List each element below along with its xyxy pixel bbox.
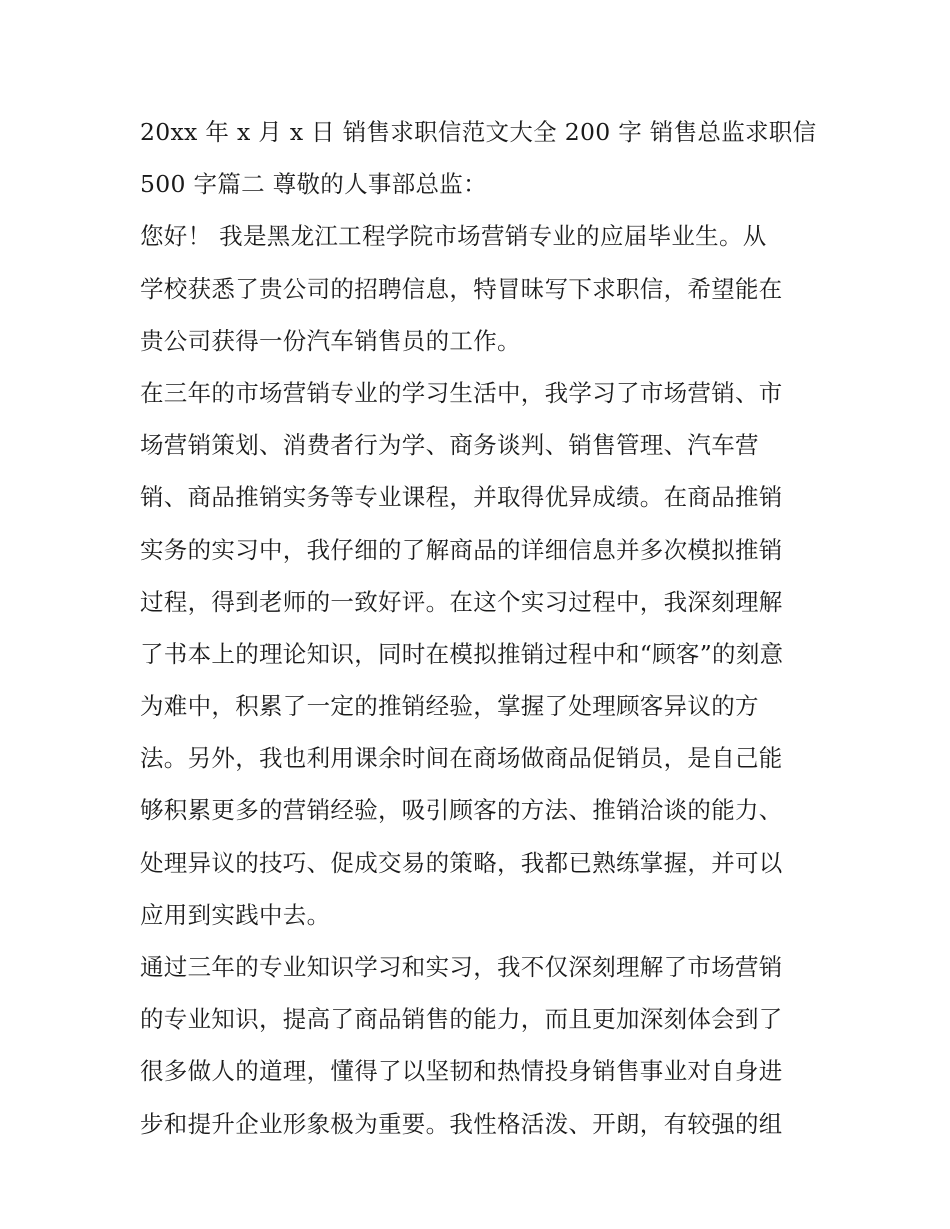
- text-line-18: 的专业知识，提高了商品销售的能力，而且更加深刻体会到了: [140, 1005, 783, 1034]
- text-line-13: 法。另外，我也利用课余时间在商场做商品促销员，是自己能: [140, 744, 783, 773]
- text-line-16: 应用到实践中去。: [140, 900, 331, 929]
- text-line-9: 实务的实习中，我仔细的了解商品的详细信息并多次模拟推销: [140, 535, 783, 564]
- text-line-1: 20xx 年 x 月 x 日 销售求职信范文大全 200 字 销售总监求职信: [140, 118, 817, 146]
- text-line-6: 在三年的市场营销专业的学习生活中，我学习了市场营销、市: [140, 378, 783, 407]
- text-line-8: 销、商品推销实务等专业课程，并取得优异成绩。在商品推销: [140, 483, 783, 512]
- text-line-2: 500 字篇二 尊敬的人事部总监：: [140, 170, 487, 199]
- text-line-3: 您好！ 我是黑龙江工程学院市场营销专业的应届毕业生。从: [140, 222, 767, 251]
- text-line-11: 了书本上的理论知识，同时在模拟推销过程中和“顾客”的刻意: [140, 639, 784, 668]
- text-line-4: 学校获悉了贵公司的招聘信息，特冒昧写下求职信，希望能在: [140, 274, 783, 303]
- text-line-15: 处理异议的技巧、促成交易的策略，我都已熟练掌握，并可以: [140, 848, 783, 877]
- text-line-10: 过程，得到老师的一致好评。在这个实习过程中，我深刻理解: [140, 587, 783, 616]
- text-line-19: 很多做人的道理，懂得了以坚韧和热情投身销售事业对自身进: [140, 1057, 783, 1086]
- text-line-20: 步和提升企业形象极为重要。我性格活泼、开朗，有较强的组: [140, 1109, 783, 1138]
- letter-body: [140, 106, 820, 1150]
- text-line-7: 场营销策划、消费者行为学、商务谈判、销售管理、汽车营: [140, 431, 759, 460]
- text-line-5: 贵公司获得一份汽车销售员的工作。: [140, 326, 521, 355]
- text-line-17: 通过三年的专业知识学习和实习，我不仅深刻理解了市场营销: [140, 953, 783, 981]
- text-line-14: 够积累更多的营销经验，吸引顾客的方法、推销洽谈的能力、: [140, 796, 783, 825]
- text-line-12: 为难中，积累了一定的推销经验，掌握了处理顾客异议的方: [140, 692, 759, 721]
